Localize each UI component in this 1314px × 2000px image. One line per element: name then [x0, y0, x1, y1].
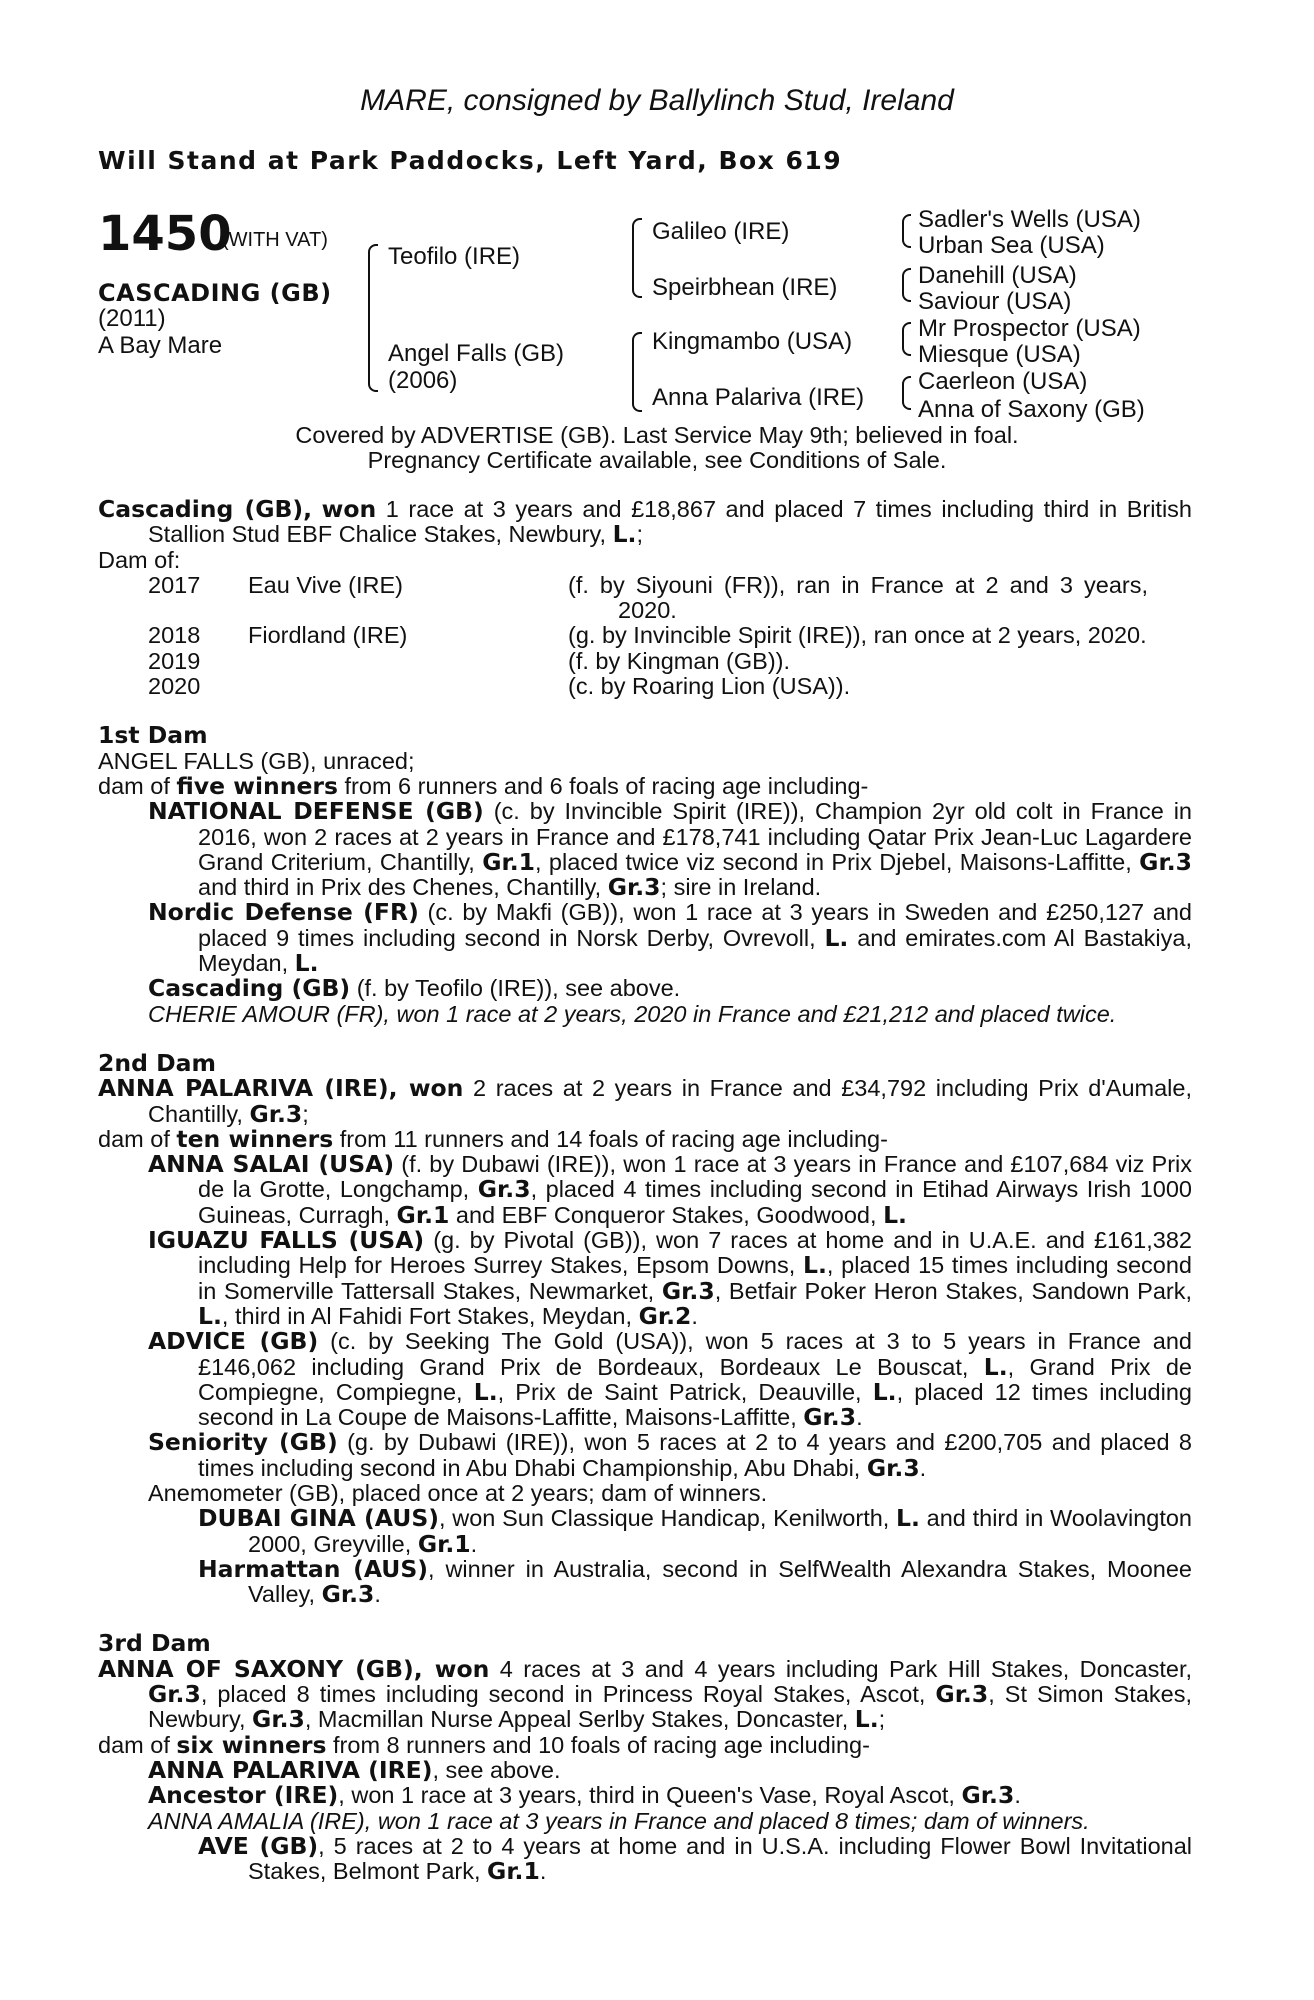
pedigree-bracket-sire-sire [632, 218, 642, 268]
produce-year: 2020 [148, 673, 201, 700]
first-dam-entry: Cascading (GB) (f. by Teofilo (IRE)), see above. [148, 974, 681, 1003]
pedigree-g7: Caerleon (USA) [918, 368, 1088, 395]
third-dam-entry: ANNA AMALIA (IRE), won 1 race at 3 years in France and placed 8 times; dam of winners. [148, 1807, 1090, 1834]
third-dam-record: ANNA OF SAXONY (GB), won 4 races at 3 and 4 years including Park Hill Stakes, Doncaster, Gr.3, placed 8 times including second in Princess Royal Stakes, Ascot, Gr.3, St Simon Stakes, Newbury, Gr.3, Macmillan Nurse Appeal Serlby Stakes, Doncaster, L.; [98, 1654, 1192, 1734]
second-dam-entry: ANNA SALAI (USA) (f. by Dubawi (IRE)), won 1 race at 3 years in France and £107,684 viz Prix de la Grotte, Longchamp, Gr.3, placed 4 times including second in Etihad Airways Irish 1000 Guineas, Curragh, Gr.1 and EBF Conqueror Stakes, Goodwood, L. [148, 1150, 1193, 1229]
produce-year: 2019 [148, 647, 201, 674]
third-dam-entry: ANNA PALARIVA (IRE), see above. [148, 1755, 561, 1784]
second-dam-grand-entry: Harmattan (AUS), winner in Australia, second in SelfWealth Alexandra Stakes, Moonee Valley, Gr.3. [198, 1554, 1192, 1609]
pedigree-g8: Anna of Saxony (GB) [918, 396, 1145, 423]
produce-list [148, 573, 1192, 699]
pedigree-dam-year: (2006) [388, 367, 458, 394]
pedigree-g1: Sadler's Wells (USA) [918, 206, 1141, 233]
produce-name [248, 674, 568, 699]
produce-detail: (f. by Siyouni (FR)), ran in France at 2 and 3 years, 2020. [568, 571, 1148, 624]
second-dam-produce-summary: dam of ten winners from 11 runners and 14 foals of racing age including- [98, 1124, 888, 1153]
produce-detail: (f. by Kingman (GB)). [568, 647, 790, 674]
third-dam-produce-summary: dam of six winners from 8 runners and 10 foals of racing age including- [98, 1730, 870, 1759]
pedigree-bracket-sire [368, 244, 378, 322]
pedigree-bracket-sire-dam [632, 266, 642, 298]
first-dam-heading: 1st Dam [98, 721, 208, 750]
third-dam-heading: 3rd Dam [98, 1629, 211, 1658]
pedigree-bracket-g6 [902, 338, 911, 356]
pedigree-g5: Mr Prospector (USA) [918, 315, 1141, 342]
second-dam-entry: Seniority (GB) (g. by Dubawi (IRE)), won 5 races at 2 to 4 years and £200,705 and placed 8 times including second in Abu Dhabi Championship, Abu Dhabi, Gr.3. [148, 1428, 1192, 1482]
catalogue-body [98, 497, 1192, 1884]
produce-name: Fiordland (IRE) [248, 622, 408, 649]
pedigree-g3: Danehill (USA) [918, 262, 1077, 289]
pedigree-dam-dam: Anna Palariva (IRE) [652, 384, 865, 411]
first-dam-name: ANGEL FALLS (GB), unraced; [98, 747, 415, 774]
mare-record: Cascading (GB), won 1 race at 3 years and £18,867 and placed 7 times including third in British Stallion Stud EBF Chalice Stakes, Newbury, L.; [98, 495, 1192, 549]
consignment-line: MARE, consigned by Ballylinch Stud, Ireland [360, 84, 954, 117]
pedigree-sire-dam: Speirbhean (IRE) [652, 274, 838, 301]
stand-location: Will Stand at Park Paddocks, Left Yard, Box 619 [98, 146, 843, 175]
second-dam-grand-entry: DUBAI GINA (AUS), won Sun Classique Handicap, Kenilworth, L. and third in Woolavington 2000, Greyville, Gr.1. [198, 1504, 1193, 1558]
pedigree-bracket-g8 [902, 392, 911, 410]
first-dam-entry: Nordic Defense (FR) (c. by Makfi (GB)), won 1 race at 3 years in Sweden and £250,127 and placed 9 times including second in Norsk Derby, Ovrevoll, L. and emirates.com Al Bastakiya, Meydan, L. [148, 898, 1193, 978]
pregnancy-line: Pregnancy Certificate available, see Conditions of Sale. [367, 447, 947, 473]
pedigree-bracket-g2 [902, 230, 911, 248]
pedigree-bracket-dam-dam [632, 376, 642, 412]
first-dam-entry: NATIONAL DEFENSE (GB) (c. by Invincible Spirit (IRE)), Champion 2yr old colt in France in 2016, won 2 races at 2 years in France and £178,741 including Qatar Prix Jean-Luc Lagardere Grand Criterium, Chantilly, Gr.1, placed twice viz second in Prix Djebel, Maisons-Laffitte, Gr.3 and third in Prix des Chenes, Chantilly, Gr.3; sire in Ireland. [148, 797, 1193, 902]
second-dam-heading: 2nd Dam [98, 1048, 216, 1077]
second-dam-record: ANNA PALARIVA (IRE), won 2 races at 2 years in France and £34,792 including Prix d'Aumale, Chantilly, Gr.3; [98, 1074, 1192, 1128]
lot-vat: (WITH VAT) [222, 229, 328, 251]
produce-detail: (c. by Roaring Lion (USA)). [568, 673, 851, 700]
pedigree-bracket-dam-sire [632, 332, 642, 378]
first-dam-entry: CHERIE AMOUR (FR), won 1 race at 2 years, 2020 in France and £21,212 and placed twice. [148, 1000, 1117, 1027]
horse-name: CASCADING (GB) [98, 279, 332, 307]
second-dam-entry: IGUAZU FALLS (USA) (g. by Pivotal (GB)), won 7 races at home and in U.A.E. and £161,382 including Help for Heroes Surrey Stakes, Epsom Downs, L., placed 15 times including second in Somerville Tattersall Stakes, Newmarket, Gr.3, Betfair Poker Heron Stakes, Sandown Park, L., third in Al Fahidi Fort Stakes, Meydan, Gr.2. [148, 1226, 1193, 1330]
pedigree-bracket-dam [368, 320, 378, 392]
third-dam-entry: Ancestor (IRE), won 1 race at 3 years, third in Queen's Vase, Royal Ascot, Gr.3. [148, 1781, 1021, 1810]
lot-number: 1450 [98, 206, 232, 262]
third-dam-grand-entry: AVE (GB), 5 races at 2 to 4 years at home and in U.S.A. including Flower Bowl Invitational Stakes, Belmont Park, Gr.1. [198, 1831, 1192, 1886]
pedigree-g2: Urban Sea (USA) [918, 232, 1105, 259]
produce-year: 2017 [148, 571, 201, 598]
horse-year: (2011) [98, 305, 166, 332]
first-dam-produce-summary: dam of five winners from 6 runners and 6 foals of racing age including- [98, 771, 869, 800]
horse-description: A Bay Mare [98, 332, 223, 359]
second-dam-entry: ADVICE (GB) (c. by Seeking The Gold (USA)), won 5 races at 3 to 5 years in France and £146,062 including Grand Prix de Bordeaux, Bordeaux Le Bouscat, L., Grand Prix de Compiegne, Compiegne, L., Prix de Saint Patrick, Deauville, L., placed 12 times including second in La Coupe de Maisons-Laffitte, Maisons-Laffitte, Gr.3. [148, 1327, 1192, 1432]
pedigree-sire-sire: Galileo (IRE) [652, 218, 790, 245]
pedigree-sire: Teofilo (IRE) [388, 243, 521, 270]
covered-line: Covered by ADVERTISE (GB). Last Service May 9th; believed in foal. [295, 422, 1019, 448]
pedigree-dam-sire: Kingmambo (USA) [652, 328, 853, 355]
produce-name: Eau Vive (IRE) [248, 571, 403, 598]
second-dam-entry: Anemometer (GB), placed once at 2 years; dam of winners. [148, 1479, 768, 1506]
pedigree-dam: Angel Falls (GB) [388, 340, 565, 367]
produce-year: 2018 [148, 622, 201, 649]
dam-of-label: Dam of: [98, 546, 181, 573]
pedigree-g4: Saviour (USA) [918, 288, 1072, 315]
pedigree-g6: Miesque (USA) [918, 341, 1081, 368]
pedigree-bracket-g4 [902, 284, 911, 302]
produce-detail: (g. by Invincible Spirit (IRE)), ran once at 2 years, 2020. [568, 622, 1147, 649]
produce-name [248, 649, 568, 674]
